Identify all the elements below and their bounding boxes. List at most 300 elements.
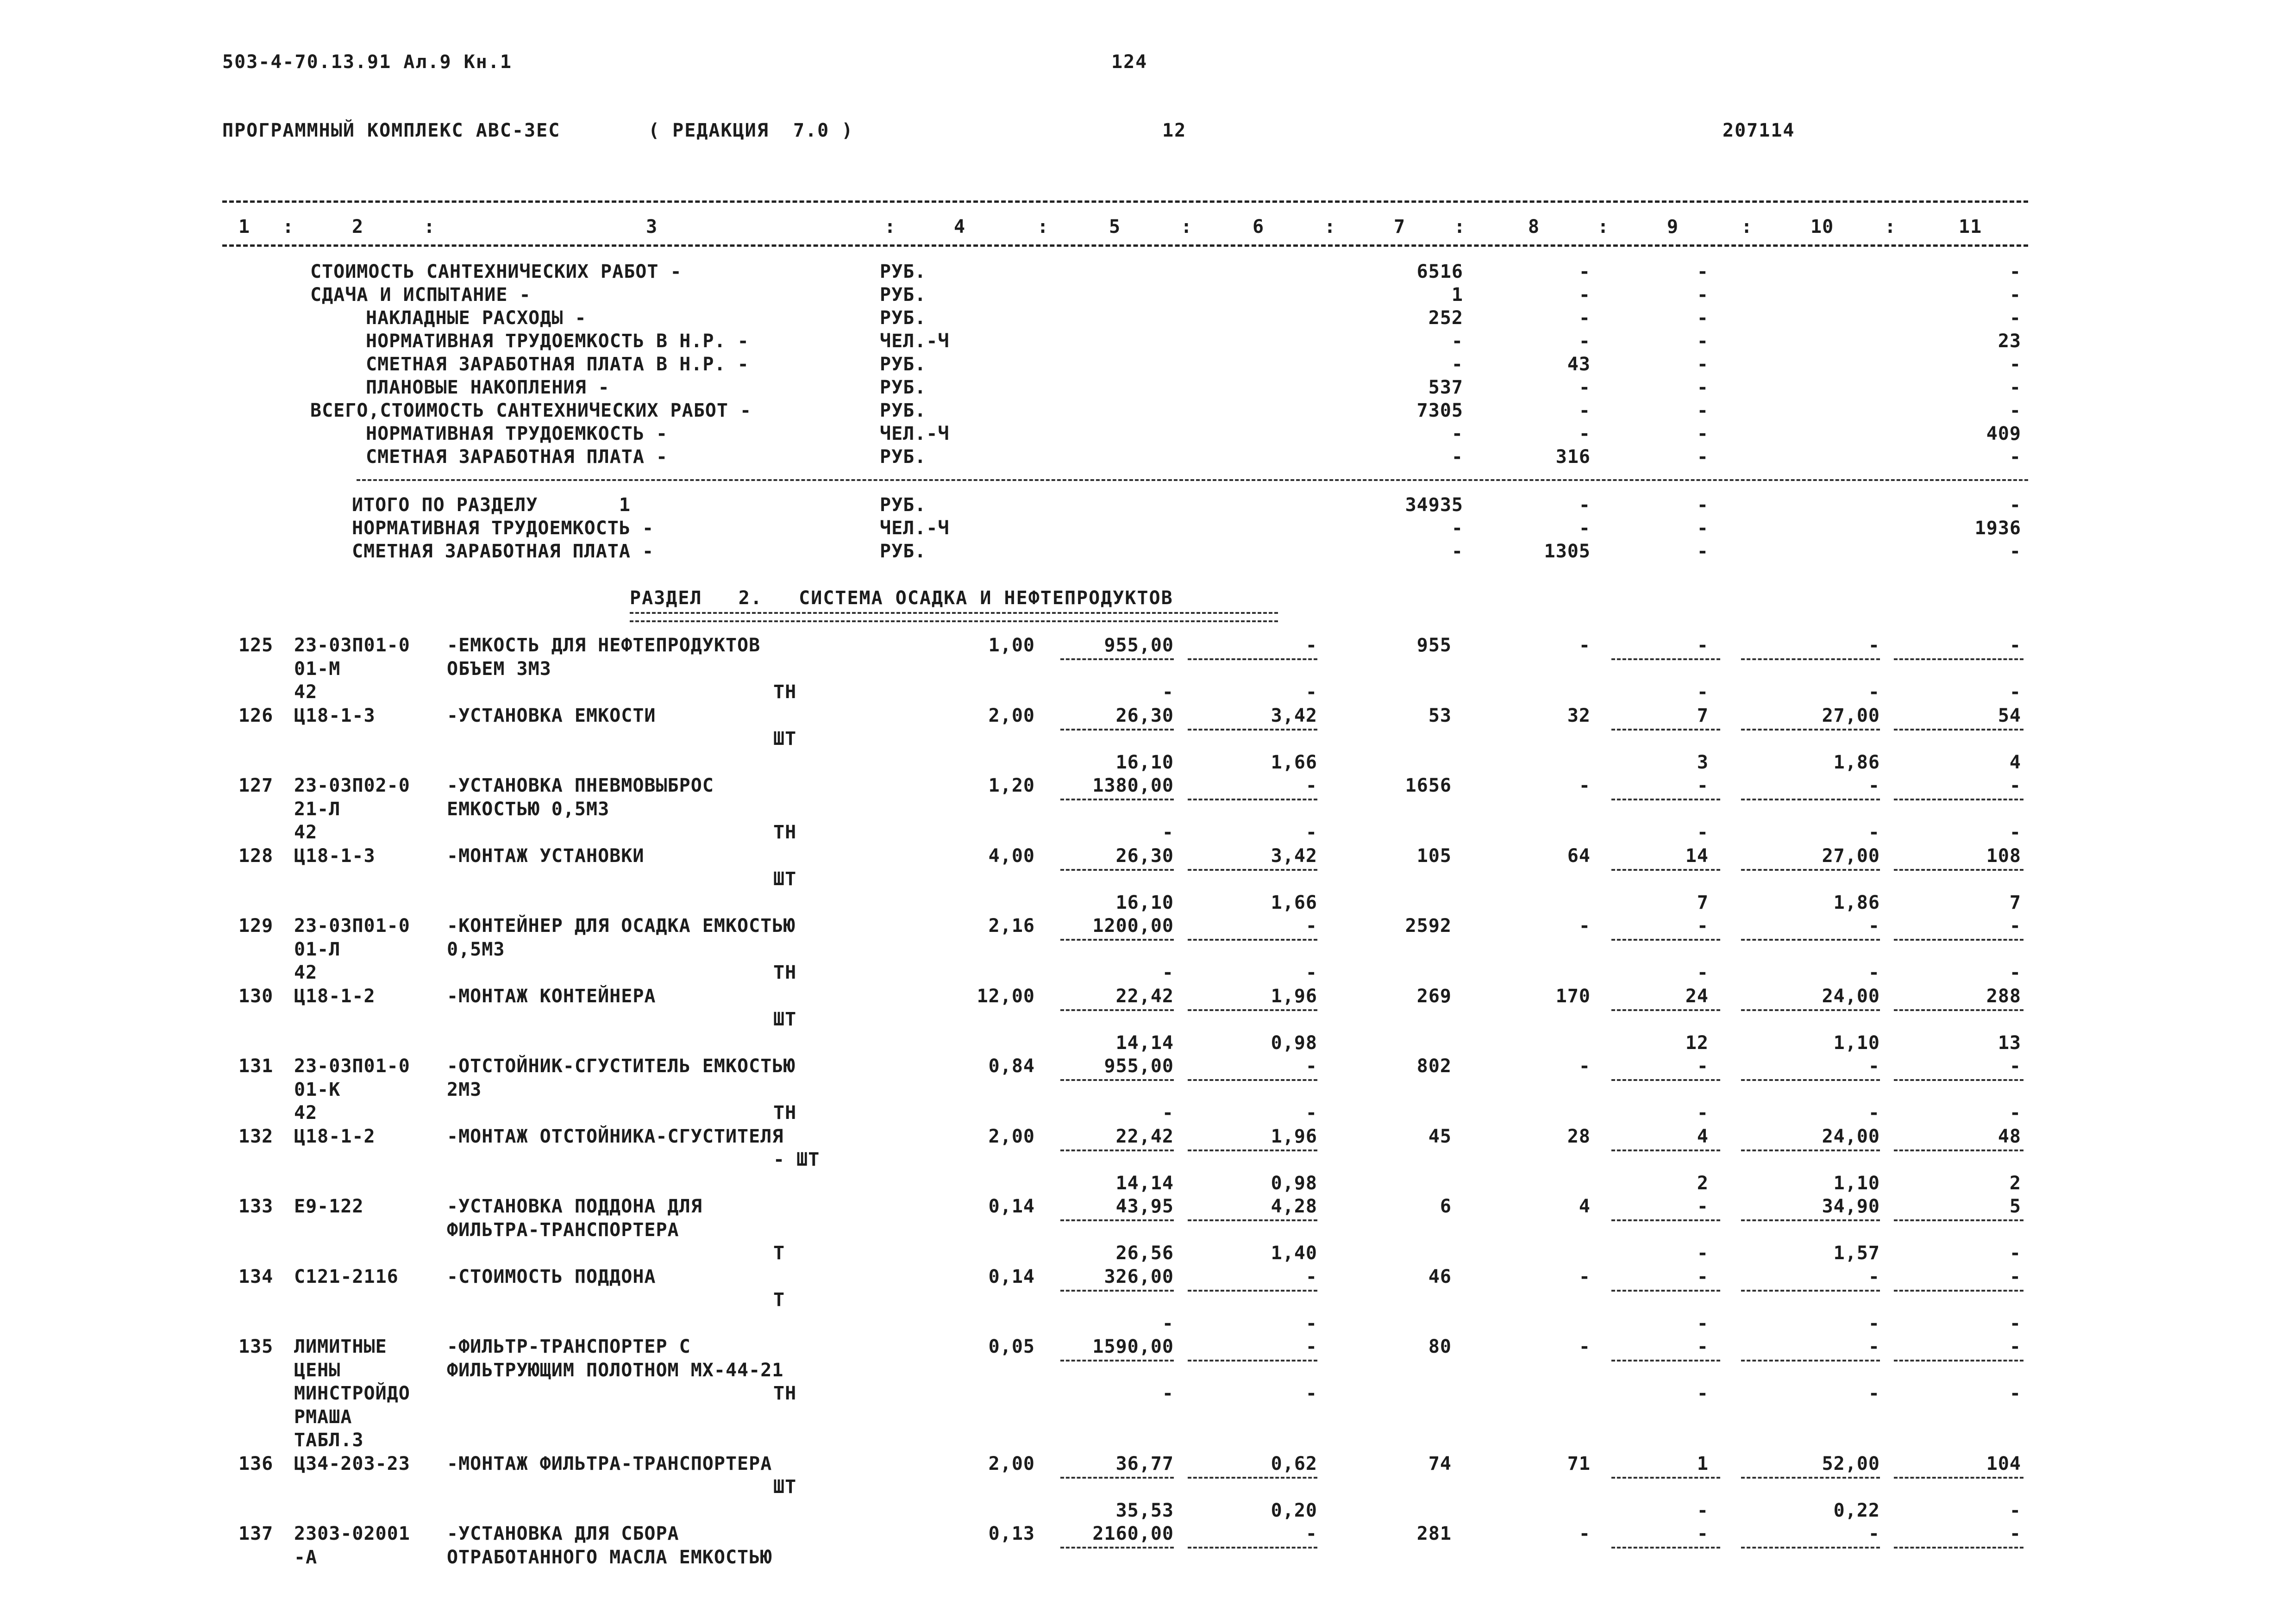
entry-c10: - bbox=[1868, 1312, 1880, 1334]
entry-c11: - bbox=[2009, 681, 2021, 703]
column-header-10: 10 bbox=[1810, 216, 1834, 237]
entry-underline bbox=[1188, 799, 1317, 800]
summary-label: ВСЕГО,СТОИМОСТЬ САНТЕХНИЧЕСКИХ РАБОТ - bbox=[310, 400, 752, 421]
entry-c10: 1,86 bbox=[1833, 751, 1880, 773]
entry-c5: 22,42 bbox=[1115, 985, 1174, 1007]
entry-underline bbox=[1188, 1477, 1317, 1479]
entry-c9: 3 bbox=[1697, 751, 1709, 773]
entry-unit: ТН bbox=[773, 962, 797, 983]
entry-description: -ОТСТОЙНИК-СГУСТИТЕЛЬ ЕМКОСТЬЮ bbox=[447, 1056, 796, 1077]
summary-col8: - bbox=[1579, 494, 1591, 516]
entry-number: 130 bbox=[238, 985, 274, 1007]
entry-c8: 170 bbox=[1555, 985, 1591, 1007]
entry-c5: - bbox=[1162, 1102, 1174, 1124]
summary-col9: - bbox=[1697, 494, 1709, 516]
entry-description: 0,5М3 bbox=[447, 938, 505, 960]
entry-c11: - bbox=[2009, 1243, 2021, 1264]
summary-col8: - bbox=[1579, 400, 1591, 421]
entry-underline bbox=[1060, 1360, 1174, 1362]
entry-underline bbox=[1611, 1149, 1720, 1151]
table-top-rule bbox=[222, 200, 2028, 203]
entry-c10: - bbox=[1868, 1336, 1880, 1357]
entry-underline bbox=[1060, 1219, 1174, 1221]
entry-underline bbox=[1060, 799, 1174, 800]
summary-col11: 409 bbox=[1986, 423, 2021, 444]
entry-c5: 955,00 bbox=[1104, 1056, 1174, 1077]
entry-c10: 1,10 bbox=[1833, 1032, 1880, 1054]
entry-c9: - bbox=[1697, 1523, 1709, 1544]
entry-unit: ШТ bbox=[773, 728, 797, 750]
entry-underline bbox=[1188, 1149, 1317, 1151]
summary-col8: 1305 bbox=[1544, 541, 1591, 562]
summary-col8: - bbox=[1579, 261, 1591, 282]
entry-description: -УСТАНОВКА ПОДДОНА ДЛЯ bbox=[447, 1196, 702, 1217]
entry-c9: - bbox=[1697, 962, 1709, 983]
entry-qty: 0,13 bbox=[988, 1523, 1035, 1544]
entry-c11: 5 bbox=[2009, 1196, 2021, 1217]
entry-c7: 2592 bbox=[1405, 915, 1452, 937]
entry-underline bbox=[1611, 1219, 1720, 1221]
entry-number: 126 bbox=[238, 705, 274, 726]
summary-col11: 23 bbox=[1998, 331, 2021, 352]
summary-unit: ЧЕЛ.-Ч bbox=[880, 518, 950, 539]
entry-c11: 54 bbox=[1998, 705, 2021, 726]
entry-description: -КОНТЕЙНЕР ДЛЯ ОСАДКА ЕМКОСТЬЮ bbox=[447, 915, 796, 937]
summary-col8: - bbox=[1579, 377, 1591, 398]
entry-underline bbox=[1611, 729, 1720, 731]
entry-c6: 3,42 bbox=[1271, 845, 1317, 867]
entry-code: 23-03П01-0 bbox=[294, 915, 410, 937]
entry-c10: 1,86 bbox=[1833, 892, 1880, 913]
entry-c10: 34,90 bbox=[1822, 1196, 1880, 1217]
summary-unit: РУБ. bbox=[880, 354, 927, 375]
entry-c8: - bbox=[1579, 1523, 1591, 1544]
entry-c10: 1,57 bbox=[1833, 1243, 1880, 1264]
entry-c7: 955 bbox=[1416, 635, 1452, 656]
entry-c6: - bbox=[1305, 915, 1317, 937]
entry-underline bbox=[1741, 1149, 1880, 1151]
summary-col11: - bbox=[2009, 494, 2021, 516]
entry-underline bbox=[1188, 658, 1317, 660]
entry-description: -МОНТАЖ УСТАНОВКИ bbox=[447, 845, 645, 867]
entry-c5: 14,14 bbox=[1115, 1172, 1174, 1194]
entry-number: 129 bbox=[238, 915, 274, 937]
entry-c5: 36,77 bbox=[1115, 1453, 1174, 1474]
entry-unit: ТН bbox=[773, 681, 797, 703]
summary-col11: - bbox=[2009, 354, 2021, 375]
entry-code: 42 bbox=[294, 822, 318, 843]
summary-col7: 6516 bbox=[1416, 261, 1463, 282]
summary-col11: - bbox=[2009, 307, 2021, 329]
entry-code: 42 bbox=[294, 1102, 318, 1124]
entry-number: 135 bbox=[238, 1336, 274, 1357]
summary-col8: 43 bbox=[1567, 354, 1591, 375]
entry-code: 2303-02001 bbox=[294, 1523, 410, 1544]
entry-underline bbox=[1741, 1219, 1880, 1221]
entry-underline bbox=[1894, 1009, 2023, 1011]
entry-c5: - bbox=[1162, 1312, 1174, 1334]
entry-c6: 0,20 bbox=[1271, 1499, 1317, 1521]
entry-underline bbox=[1611, 658, 1720, 660]
entry-c6: 0,98 bbox=[1271, 1032, 1317, 1054]
summary-label: НОРМАТИВНАЯ ТРУДОЕМКОСТЬ В Н.Р. - bbox=[366, 331, 749, 352]
entry-qty: 4,00 bbox=[988, 845, 1035, 867]
entry-qty: 1,00 bbox=[988, 635, 1035, 656]
entry-c11: - bbox=[2009, 915, 2021, 937]
entry-unit: ШТ bbox=[773, 868, 797, 890]
entry-c5: - bbox=[1162, 962, 1174, 983]
entry-qty: 0,05 bbox=[988, 1336, 1035, 1357]
entry-underline bbox=[1741, 1547, 1880, 1549]
entry-c7: 74 bbox=[1428, 1453, 1452, 1474]
entry-c8: - bbox=[1579, 1336, 1591, 1357]
entry-qty: 0,84 bbox=[988, 1056, 1035, 1077]
column-header-7: 7 bbox=[1394, 216, 1406, 237]
entry-underline bbox=[1894, 1079, 2023, 1081]
entry-underline bbox=[1060, 1547, 1174, 1549]
summary-label: СДАЧА И ИСПЫТАНИЕ - bbox=[310, 284, 531, 306]
column-separator: : bbox=[424, 216, 436, 237]
summary-col7: - bbox=[1451, 354, 1463, 375]
entry-code: 01-Л bbox=[294, 938, 341, 960]
entry-underline bbox=[1060, 658, 1174, 660]
entry-c9: - bbox=[1697, 681, 1709, 703]
entry-underline bbox=[1894, 1477, 2023, 1479]
summary-label: СМЕТНАЯ ЗАРАБОТНАЯ ПЛАТА - bbox=[366, 446, 668, 468]
entry-c5: 1590,00 bbox=[1092, 1336, 1174, 1357]
entry-c5: 26,30 bbox=[1115, 705, 1174, 726]
summary-unit: ЧЕЛ.-Ч bbox=[880, 331, 950, 352]
entry-unit: ТН bbox=[773, 822, 797, 843]
program-name: ПРОГРАММНЫЙ КОМПЛЕКС АВС-3ЕС bbox=[222, 120, 561, 141]
summary-col7: - bbox=[1451, 423, 1463, 444]
entry-c11: - bbox=[2009, 1312, 2021, 1334]
entry-c7: 269 bbox=[1416, 985, 1452, 1007]
entry-c11: 2 bbox=[2009, 1172, 2021, 1194]
column-separator: : bbox=[1181, 216, 1193, 237]
entry-c6: - bbox=[1305, 822, 1317, 843]
entry-qty: 2,00 bbox=[988, 705, 1035, 726]
entry-description: ФИЛЬТРУЮЩИМ ПОЛОТНОМ МХ-44-21 bbox=[447, 1359, 784, 1381]
entry-c7: 802 bbox=[1416, 1056, 1452, 1077]
entry-qty: 1,20 bbox=[988, 775, 1035, 796]
summary-unit: РУБ. bbox=[880, 400, 927, 421]
summary-unit: РУБ. bbox=[880, 446, 927, 468]
document-code: 207114 bbox=[1723, 120, 1795, 141]
summary-col8: - bbox=[1579, 423, 1591, 444]
entry-c9: 2 bbox=[1697, 1172, 1709, 1194]
entry-code: ТАБЛ.3 bbox=[294, 1430, 364, 1451]
entry-c11: - bbox=[2009, 1056, 2021, 1077]
entry-c9: - bbox=[1697, 635, 1709, 656]
column-header-6: 6 bbox=[1253, 216, 1265, 237]
entry-qty: 2,00 bbox=[988, 1125, 1035, 1147]
entry-c8: - bbox=[1579, 635, 1591, 656]
entry-description: -СТОИМОСТЬ ПОДДОНА bbox=[447, 1266, 656, 1287]
entry-c6: - bbox=[1305, 1266, 1317, 1287]
summary-col9: - bbox=[1697, 307, 1709, 329]
entry-underline bbox=[1741, 1009, 1880, 1011]
entry-c6: - bbox=[1305, 681, 1317, 703]
entry-c5: - bbox=[1162, 822, 1174, 843]
entry-code: Ц18-1-3 bbox=[294, 845, 376, 867]
entry-c10: - bbox=[1868, 962, 1880, 983]
entry-c11: 48 bbox=[1998, 1125, 2021, 1147]
column-separator: : bbox=[1597, 216, 1610, 237]
entry-c10: - bbox=[1868, 1383, 1880, 1404]
entry-code: 23-03П01-0 bbox=[294, 1056, 410, 1077]
summary-col7: - bbox=[1451, 541, 1463, 562]
column-header-9: 9 bbox=[1667, 216, 1679, 237]
entry-c9: - bbox=[1697, 1383, 1709, 1404]
entry-c7: 281 bbox=[1416, 1523, 1452, 1544]
entry-c11: - bbox=[2009, 1523, 2021, 1544]
entry-code: 42 bbox=[294, 962, 318, 983]
entry-underline bbox=[1741, 1079, 1880, 1081]
entry-c7: 45 bbox=[1428, 1125, 1452, 1147]
entry-underline bbox=[1611, 1477, 1720, 1479]
entry-description: -УСТАНОВКА ДЛЯ СБОРА bbox=[447, 1523, 679, 1544]
summary-label: НОРМАТИВНАЯ ТРУДОЕМКОСТЬ - bbox=[352, 518, 654, 539]
entry-c7: 80 bbox=[1428, 1336, 1452, 1357]
entry-c11: - bbox=[2009, 1336, 2021, 1357]
entry-underline bbox=[1611, 1290, 1720, 1292]
entry-code: ЦЕНЫ bbox=[294, 1359, 341, 1381]
entry-c9: 4 bbox=[1697, 1125, 1709, 1147]
summary-col7: 537 bbox=[1428, 377, 1463, 398]
entry-description: -МОНТАЖ КОНТЕЙНЕРА bbox=[447, 985, 656, 1007]
entry-c10: 27,00 bbox=[1822, 705, 1880, 726]
entry-qty: 2,16 bbox=[988, 915, 1035, 937]
entry-c6: 1,66 bbox=[1271, 892, 1317, 913]
entry-c11: - bbox=[2009, 822, 2021, 843]
entry-c8: 4 bbox=[1579, 1196, 1591, 1217]
entry-description: ОТРАБОТАННОГО МАСЛА ЕМКОСТЬЮ bbox=[447, 1546, 772, 1568]
entry-c5: 22,42 bbox=[1115, 1125, 1174, 1147]
summary-col9: - bbox=[1697, 446, 1709, 468]
entry-c9: 7 bbox=[1697, 892, 1709, 913]
entry-qty: 2,00 bbox=[988, 1453, 1035, 1474]
entry-code: 21-Л bbox=[294, 798, 341, 820]
summary-col11: - bbox=[2009, 261, 2021, 282]
entry-underline bbox=[1060, 1149, 1174, 1151]
summary-label: ПЛАНОВЫЕ НАКОПЛЕНИЯ - bbox=[366, 377, 610, 398]
entry-c9: - bbox=[1697, 1499, 1709, 1521]
entry-c9: - bbox=[1697, 1243, 1709, 1264]
entry-number: 132 bbox=[238, 1125, 274, 1147]
sheet-number: 12 bbox=[1162, 120, 1187, 141]
summary-col8: - bbox=[1579, 331, 1591, 352]
entry-underline bbox=[1060, 1290, 1174, 1292]
entry-c8: - bbox=[1579, 1056, 1591, 1077]
entry-underline bbox=[1741, 799, 1880, 800]
column-header-5: 5 bbox=[1109, 216, 1121, 237]
entry-c10: - bbox=[1868, 1266, 1880, 1287]
entry-underline bbox=[1741, 869, 1880, 871]
entry-underline bbox=[1741, 1360, 1880, 1362]
entry-number: 133 bbox=[238, 1196, 274, 1217]
entry-c9: 1 bbox=[1697, 1453, 1709, 1474]
entry-unit: - ШТ bbox=[773, 1149, 820, 1170]
summary-col8: - bbox=[1579, 284, 1591, 306]
entry-c11: 13 bbox=[1998, 1032, 2021, 1054]
entry-underline bbox=[1741, 1290, 1880, 1292]
entry-unit: ТН bbox=[773, 1102, 797, 1124]
entry-code: 42 bbox=[294, 681, 318, 703]
entry-underline bbox=[1894, 729, 2023, 731]
column-separator: : bbox=[1454, 216, 1466, 237]
summary-col7: 252 bbox=[1428, 307, 1463, 329]
entry-underline bbox=[1188, 1360, 1317, 1362]
column-header-8: 8 bbox=[1528, 216, 1540, 237]
entry-c6: - bbox=[1305, 1312, 1317, 1334]
summary-unit: ЧЕЛ.-Ч bbox=[880, 423, 950, 444]
entry-c9: - bbox=[1697, 775, 1709, 796]
entry-c6: - bbox=[1305, 962, 1317, 983]
entry-c9: - bbox=[1697, 1196, 1709, 1217]
summary-col8: - bbox=[1579, 307, 1591, 329]
entry-c9: 24 bbox=[1685, 985, 1709, 1007]
column-separator: : bbox=[1741, 216, 1753, 237]
entry-underline bbox=[1894, 1219, 2023, 1221]
entry-underline bbox=[1188, 1219, 1317, 1221]
entry-c9: - bbox=[1697, 1056, 1709, 1077]
entry-c8: 71 bbox=[1567, 1453, 1591, 1474]
summary-col11: 1936 bbox=[1974, 518, 2021, 539]
summary-col9: - bbox=[1697, 331, 1709, 352]
entry-c11: - bbox=[2009, 1383, 2021, 1404]
entry-code: Ц34-203-23 bbox=[294, 1453, 410, 1474]
summary-label: СТОИМОСТЬ САНТЕХНИЧЕСКИХ РАБОТ - bbox=[310, 261, 682, 282]
entry-c10: 24,00 bbox=[1822, 985, 1880, 1007]
entry-underline bbox=[1894, 869, 2023, 871]
doc-code: 503-4-70.13.91 Ал.9 Кн.1 bbox=[222, 51, 512, 73]
summary-label: ИТОГО ПО РАЗДЕЛУ 1 bbox=[352, 494, 631, 516]
entry-c5: 35,53 bbox=[1115, 1499, 1174, 1521]
entry-c8: - bbox=[1579, 1266, 1591, 1287]
summary-col8: 316 bbox=[1555, 446, 1591, 468]
program-edition: ( РЕДАКЦИЯ 7.0 ) bbox=[648, 120, 854, 141]
entry-underline bbox=[1188, 939, 1317, 941]
entry-underline bbox=[1611, 939, 1720, 941]
entry-underline bbox=[1611, 799, 1720, 800]
entry-underline bbox=[1060, 1079, 1174, 1081]
entry-c11: - bbox=[2009, 1499, 2021, 1521]
summary-unit: РУБ. bbox=[880, 377, 927, 398]
summary-label: СМЕТНАЯ ЗАРАБОТНАЯ ПЛАТА В Н.Р. - bbox=[366, 354, 749, 375]
entry-number: 136 bbox=[238, 1453, 274, 1474]
entry-c6: - bbox=[1305, 775, 1317, 796]
entry-underline bbox=[1188, 729, 1317, 731]
entry-c5: 16,10 bbox=[1115, 751, 1174, 773]
entry-c10: 52,00 bbox=[1822, 1453, 1880, 1474]
entry-c5: - bbox=[1162, 681, 1174, 703]
entry-c5: - bbox=[1162, 1383, 1174, 1404]
entry-number: 134 bbox=[238, 1266, 274, 1287]
entry-underline bbox=[1894, 1290, 2023, 1292]
entry-code: 01-М bbox=[294, 658, 341, 680]
summary-label: НОРМАТИВНАЯ ТРУДОЕМКОСТЬ - bbox=[366, 423, 668, 444]
entry-underline bbox=[1611, 1079, 1720, 1081]
entry-c8: 32 bbox=[1567, 705, 1591, 726]
entry-underline bbox=[1741, 939, 1880, 941]
entry-underline bbox=[1741, 658, 1880, 660]
entry-c6: 1,40 bbox=[1271, 1243, 1317, 1264]
summary-col7: - bbox=[1451, 331, 1463, 352]
column-separator: : bbox=[1037, 216, 1049, 237]
entry-c11: 288 bbox=[1986, 985, 2021, 1007]
entry-description: 2М3 bbox=[447, 1079, 482, 1100]
entry-c9: - bbox=[1697, 1336, 1709, 1357]
entry-number: 137 bbox=[238, 1523, 274, 1544]
entry-c8: 64 bbox=[1567, 845, 1591, 867]
entry-underline bbox=[1894, 1360, 2023, 1362]
entry-code: 23-03П02-0 bbox=[294, 775, 410, 796]
entry-c10: 24,00 bbox=[1822, 1125, 1880, 1147]
entry-c6: - bbox=[1305, 1336, 1317, 1357]
entry-c6: - bbox=[1305, 1383, 1317, 1404]
summary-col11: - bbox=[2009, 446, 2021, 468]
entry-c10: 27,00 bbox=[1822, 845, 1880, 867]
entry-qty: 0,14 bbox=[988, 1196, 1035, 1217]
entry-c5: 2160,00 bbox=[1092, 1523, 1174, 1544]
summary-col7: 34935 bbox=[1405, 494, 1463, 516]
entry-code: РМАША bbox=[294, 1406, 352, 1428]
entry-code: -А bbox=[294, 1546, 318, 1568]
entry-unit: Т bbox=[773, 1243, 785, 1264]
entry-c10: 0,22 bbox=[1833, 1499, 1880, 1521]
column-separator: : bbox=[1885, 216, 1897, 237]
entry-unit: Т bbox=[773, 1289, 785, 1311]
entry-number: 127 bbox=[238, 775, 274, 796]
summary-col7: 1 bbox=[1451, 284, 1463, 306]
entry-underline bbox=[1188, 1079, 1317, 1081]
entry-c10: - bbox=[1868, 1102, 1880, 1124]
column-separator: : bbox=[884, 216, 896, 237]
entry-qty: 12,00 bbox=[977, 985, 1035, 1007]
entry-c6: 4,28 bbox=[1271, 1196, 1317, 1217]
entry-code: С121-2116 bbox=[294, 1266, 399, 1287]
entry-c11: - bbox=[2009, 775, 2021, 796]
entry-c11: - bbox=[2009, 1102, 2021, 1124]
table-header-rule bbox=[222, 244, 2028, 247]
column-header-11: 11 bbox=[1959, 216, 1982, 237]
entry-c5: 1380,00 bbox=[1092, 775, 1174, 796]
entry-c7: 6 bbox=[1440, 1196, 1452, 1217]
entry-c6: - bbox=[1305, 1102, 1317, 1124]
entry-underline bbox=[1060, 729, 1174, 731]
entry-c10: - bbox=[1868, 1523, 1880, 1544]
entry-c10: - bbox=[1868, 775, 1880, 796]
entry-c6: 0,62 bbox=[1271, 1453, 1317, 1474]
entry-c8: - bbox=[1579, 915, 1591, 937]
entry-description: -УСТАНОВКА ПНЕВМОВЫБРОС bbox=[447, 775, 714, 796]
summary-col9: - bbox=[1697, 400, 1709, 421]
entry-underline bbox=[1060, 1009, 1174, 1011]
entry-c6: - bbox=[1305, 1523, 1317, 1544]
entry-description: -МОНТАЖ ФИЛЬТРА-ТРАНСПОРТЕРА bbox=[447, 1453, 772, 1474]
column-header-3: 3 bbox=[646, 216, 658, 237]
summary-unit: РУБ. bbox=[880, 307, 927, 329]
entry-c9: - bbox=[1697, 1266, 1709, 1287]
column-header-2: 2 bbox=[352, 216, 364, 237]
entry-c11: 104 bbox=[1986, 1453, 2021, 1474]
summary-col9: - bbox=[1697, 541, 1709, 562]
entry-c5: 16,10 bbox=[1115, 892, 1174, 913]
summary-unit: РУБ. bbox=[880, 494, 927, 516]
entry-underline bbox=[1060, 1477, 1174, 1479]
entry-c5: 955,00 bbox=[1104, 635, 1174, 656]
